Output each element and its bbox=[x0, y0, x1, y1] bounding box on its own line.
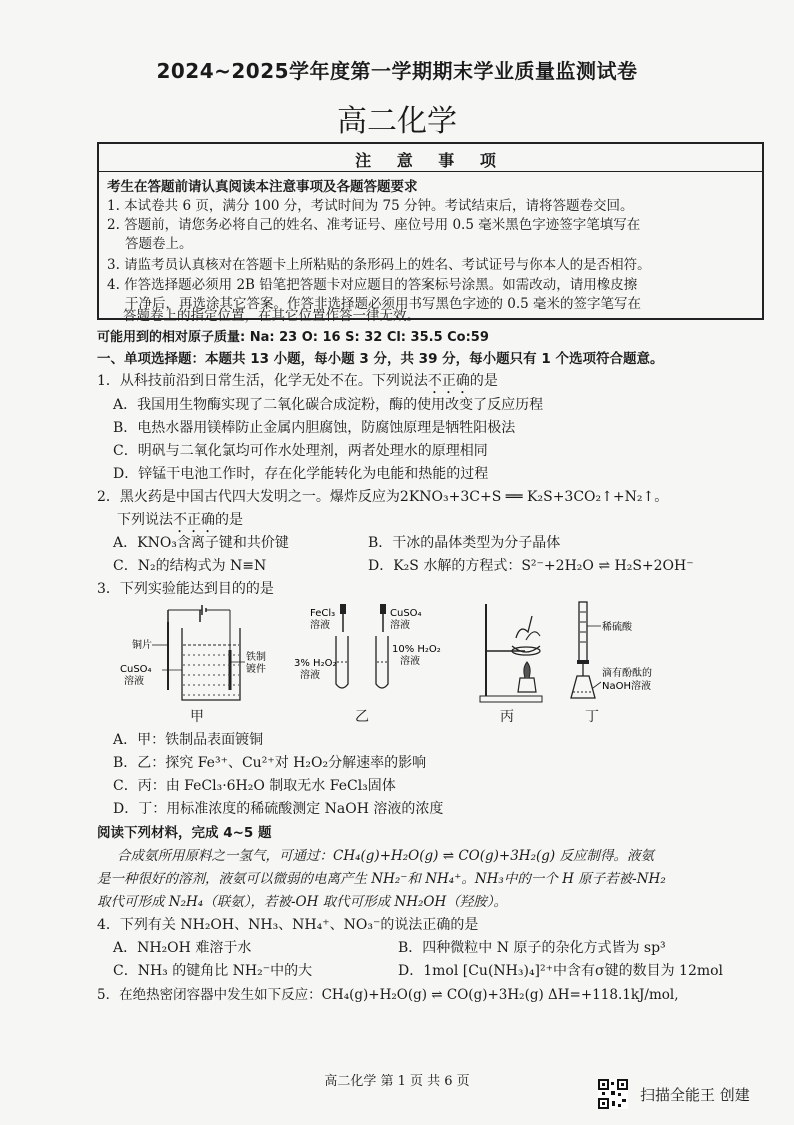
label-solution: 溶液 bbox=[400, 656, 420, 667]
figure-ding-caption: 丁 bbox=[585, 709, 599, 725]
label-cuso4: CuSO₄ bbox=[390, 608, 422, 619]
q4-stem: 4．下列有关 NH₂OH、NH₃、NH₄⁺、NO₃⁻的说法正确的是 bbox=[97, 917, 479, 933]
label-solution: 溶液 bbox=[124, 676, 144, 687]
q1-option-a: A．我国用生物酶实现了二氧化碳合成淀粉，酶的使用改变了反应历程 bbox=[113, 397, 544, 413]
q3-option-b: B．乙：探究 Fe³⁺、Cu²⁺对 H₂O₂分解速率的影响 bbox=[113, 755, 427, 771]
figure-bing bbox=[470, 596, 550, 708]
q3-stem: 3．下列实验能达到目的的是 bbox=[97, 581, 274, 597]
q1-stem: 1．从科技前沿到日常生活，化学无处不在。下列说法不正确的是 bbox=[97, 373, 498, 389]
q4-option-a: A．NH₂OH 难溶于水 bbox=[113, 940, 252, 956]
qr-code-icon bbox=[598, 1079, 628, 1109]
reading-heading: 阅读下列材料，完成 4~5 题 bbox=[97, 825, 272, 841]
figure-jia bbox=[120, 600, 266, 708]
notice-item: 1. 本试卷共 6 页，满分 100 分，考试时间为 75 分钟。考试结束后，请将答题卷交回。 bbox=[107, 198, 634, 214]
q2-option-d: D．K₂S 水解的方程式：S²⁻+2H₂O ⇌ H₂S+2OH⁻ bbox=[368, 558, 694, 574]
label-cuso4: CuSO₄ bbox=[120, 664, 152, 675]
notice-item: 答题卷上。 bbox=[125, 236, 193, 252]
figure-jia-caption: 甲 bbox=[190, 709, 204, 725]
q4-option-c: C．NH₃ 的键角比 NH₂⁻中的大 bbox=[113, 963, 313, 979]
scanner-watermark: 扫描全能王 创建 bbox=[640, 1086, 750, 1104]
q3-option-a: A．甲：铁制品表面镀铜 bbox=[113, 732, 264, 748]
notice-item: 2. 答题前，请您务必将自己的姓名、准考证号、座位号用 0.5 毫米黑色字迹签字笔填写在 bbox=[107, 217, 641, 233]
section-heading: 一、单项选择题：本题共 13 小题，每小题 3 分，共 39 分，每小题只有 1 个选项符合题意。 bbox=[97, 351, 664, 367]
q2-substem: 下列说法不正确的是 bbox=[117, 512, 243, 528]
notice-box bbox=[97, 142, 764, 320]
q1-option-c: C．明矾与二氧化氯均可作水处理剂，两者处理水的原理相同 bbox=[113, 443, 488, 459]
label-cu: 铜片 bbox=[132, 640, 152, 651]
figure-ding bbox=[565, 596, 695, 708]
label-h2o2-3: 3% H₂O₂ bbox=[294, 658, 337, 669]
q1-option-d: D．锌锰干电池工作时，存在化学能转化为电能和热能的过程 bbox=[113, 466, 489, 482]
label-solution: 溶液 bbox=[310, 620, 330, 631]
subject-title: 高二化学 bbox=[337, 104, 457, 139]
reading-paragraph: 取代可形成 N₂H₄（联氨），若被-OH 取代可形成 NH₂OH（羟胺）。 bbox=[97, 894, 508, 910]
q2-option-b: B．干冰的晶体类型为分子晶体 bbox=[368, 535, 561, 551]
q2-stem: 2．黑火药是中国古代四大发明之一。爆炸反应为2KNO₃+3C+S ══ K₂S+3CO₂↑+N₂↑。 bbox=[97, 489, 669, 505]
label-fecl3: FeCl₃ bbox=[310, 608, 336, 619]
label-solution: 溶液 bbox=[300, 670, 320, 681]
q5-stem: 5．在绝热密闭容器中发生如下反应：CH₄(g)+H₂O(g) ⇌ CO(g)+3H₂(g) ΔH=+118.1kJ/mol, bbox=[97, 987, 679, 1003]
notice-divider bbox=[99, 171, 762, 172]
reading-paragraph: 是一种很好的溶剂，液氨可以微弱的电离产生 NH₂⁻和 NH₄⁺。NH₃中的一个 H 原子若被-NH₂ bbox=[97, 871, 666, 887]
atomic-masses: 可能用到的相对原子质量: Na: 23 O: 16 S: 32 Cl: 35.5 Co:59 bbox=[97, 330, 489, 345]
label-iron-2: 镀件 bbox=[246, 664, 266, 675]
figure-yi bbox=[290, 604, 440, 712]
reading-paragraph: 合成氨所用原料之一氢气，可通过：CH₄(g)+H₂O(g) ⇌ CO(g)+3H₂(g) 反应制得。液氨 bbox=[117, 848, 654, 864]
q4-option-b: B．四种微粒中 N 原子的杂化方式皆为 sp³ bbox=[398, 940, 666, 956]
notice-intro: 考生在答题前请认真阅读本注意事项及各题答题要求 bbox=[107, 179, 418, 195]
label-acid: 稀硫酸 bbox=[602, 622, 632, 633]
label-naoh: NaOH溶液 bbox=[602, 681, 651, 692]
notice-item: 答题卷上的指定位置，在其它位置作答一律无效。 bbox=[123, 308, 420, 324]
q3-option-c: C．丙：由 FeCl₃·6H₂O 制取无水 FeCl₃固体 bbox=[113, 778, 396, 794]
notice-item: 4. 作答选择题必须用 2B 铅笔把答题卡对应题目的答案标号涂黑。如需改动，请用橡皮擦 bbox=[107, 277, 638, 293]
page-footer: 高二化学 第 1 页 共 6 页 bbox=[324, 1074, 470, 1089]
notice-item: 干净后，再选涂其它答案。作答非选择题必须用书写黑色字迹的 0.5 毫米的签字笔写在 bbox=[125, 296, 642, 312]
label-solution: 溶液 bbox=[390, 620, 410, 631]
notice-item: 3. 请监考员认真核对在答题卡上所粘贴的条形码上的姓名、考试证号与你本人的是否相符。 bbox=[107, 257, 651, 273]
exam-title: 2024~2025学年度第一学期期末学业质量监测试卷 bbox=[156, 59, 638, 83]
q2-option-a: A．KNO₃含离子键和共价键 bbox=[113, 535, 289, 551]
label-iron: 铁制 bbox=[246, 652, 266, 663]
label-h2o2-10: 10% H₂O₂ bbox=[392, 644, 441, 655]
q2-option-c: C．N₂的结构式为 N≡N bbox=[113, 558, 267, 574]
figure-yi-caption: 乙 bbox=[355, 709, 369, 725]
q3-option-d: D．丁：用标准浓度的稀硫酸测定 NaOH 溶液的浓度 bbox=[113, 801, 444, 817]
figure-bing-caption: 丙 bbox=[500, 709, 514, 725]
q4-option-d: D．1mol [Cu(NH₃)₄]²⁺中含有σ键的数目为 12mol bbox=[398, 963, 724, 979]
notice-heading: 注 意 事 项 bbox=[355, 151, 506, 170]
q1-option-b: B．电热水器用镁棒防止金属内胆腐蚀，防腐蚀原理是牺牲阳极法 bbox=[113, 420, 516, 436]
label-indicator: 滴有酚酞的 bbox=[602, 668, 652, 679]
